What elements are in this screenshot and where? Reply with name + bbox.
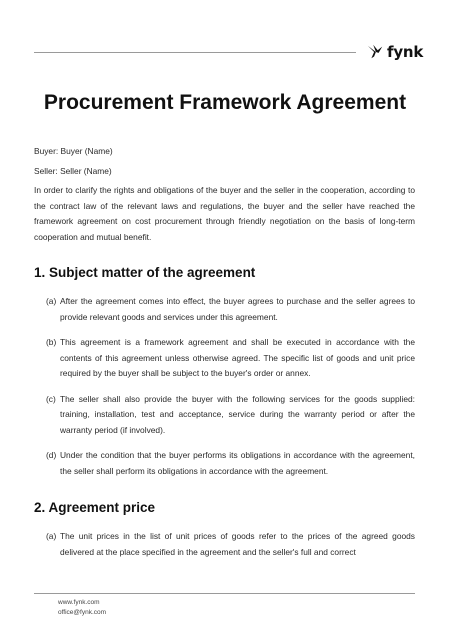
footer-email[interactable]: office@fynk.com: [58, 609, 107, 616]
brand-name: fynk: [387, 43, 424, 61]
footer: [58, 598, 106, 618]
seller-line: Seller: Seller (Name): [34, 165, 112, 176]
document-title: Procurement Framework Agreement: [43, 91, 407, 114]
clause-text: After the agreement comes into effect, the buyer agrees to purchase and the seller agrees to provide relevant goods and services under this agreement.: [60, 296, 415, 322]
clause-2a: [34, 529, 415, 560]
clause-1d: [34, 448, 415, 479]
clause-text: This agreement is a framework agreement and shall be executed in accordance with the contents of this agreement unless otherwise agreed. The specific list of goods and unit price required by the buyer shall be subject to the buyer's order or annex.: [60, 337, 415, 378]
section-heading-agreement-price: 2. Agreement price: [34, 500, 156, 515]
clause-1c: [34, 392, 415, 439]
clause-text: The unit prices in the list of unit prices of goods refer to the prices of the agreed goods delivered at the place specified in the agreement and the seller's full and correct: [60, 531, 415, 557]
clause-letter: (a): [46, 296, 57, 306]
fynk-bird-icon: [366, 43, 384, 61]
clause-letter: (b): [46, 337, 57, 347]
brand-logo: [366, 41, 423, 63]
clause-text: Under the condition that the buyer performs its obligations in accordance with the agreement, the seller shall perform its obligations in accordance with the agreement.: [60, 450, 415, 476]
section-subject-matter-clauses: [34, 294, 415, 479]
clause-letter: (c): [46, 393, 56, 404]
clause-letter: (a): [46, 531, 57, 541]
clause-text: The seller shall also provide the buyer with the following services for the goods supplied: training, installation, test and acceptance, service during the warranty period or after the warranty period (if involved).: [60, 393, 415, 435]
header-rule: [34, 52, 356, 53]
document-body: [34, 138, 415, 570]
clause-1a: [34, 294, 415, 325]
buyer-line: Buyer: Buyer (Name): [34, 146, 113, 156]
footer-website[interactable]: www.fynk.com: [58, 599, 100, 606]
section-agreement-price-clauses: [34, 529, 415, 560]
section-heading-subject-matter: 1. Subject matter of the agreement: [34, 265, 256, 280]
clause-1b: [34, 335, 415, 382]
intro-paragraph: In order to clarify the rights and obligations of the buyer and the seller in the cooperation, according to the contract law of the relevant laws and regulations, the buyer and the seller have reached the framework agreement on cost procurement through friendly negotiation on the basis of long-term cooperation and mutual benefit.: [34, 185, 415, 242]
footer-rule: [34, 593, 415, 594]
clause-letter: (d): [46, 450, 57, 460]
